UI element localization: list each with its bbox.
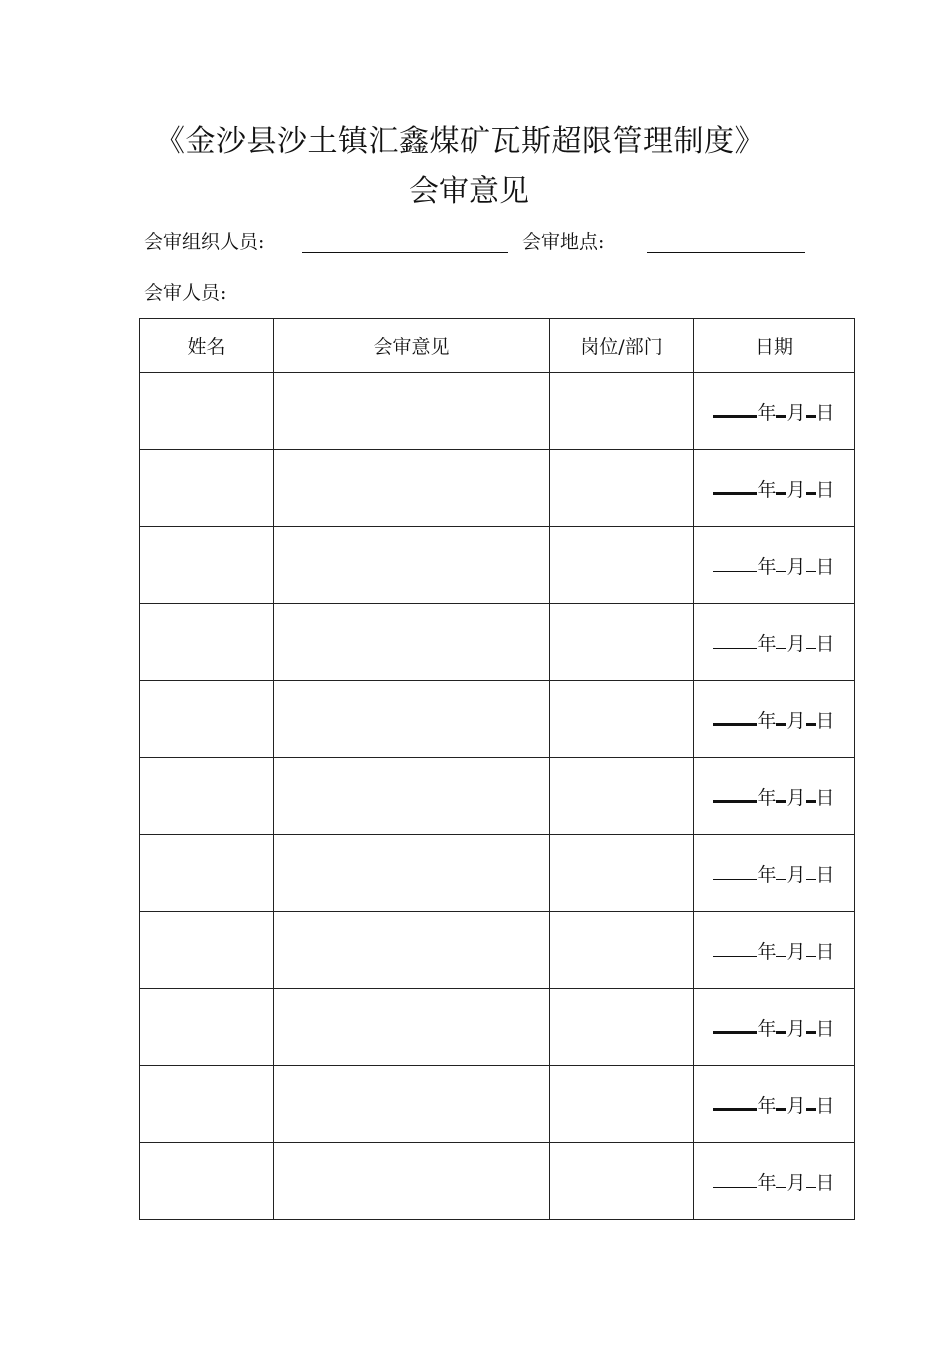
day-blank [806, 491, 816, 495]
year-label: 年 [757, 863, 777, 886]
dept-cell[interactable] [550, 681, 694, 758]
year-label: 年 [757, 709, 777, 732]
opinion-cell[interactable] [274, 681, 550, 758]
date-cell[interactable] [694, 450, 855, 527]
month-label: 月 [786, 709, 806, 732]
header-name: 姓名 [140, 319, 274, 373]
day-label: 日 [815, 709, 835, 732]
year-blank [713, 722, 757, 726]
opinion-cell[interactable] [274, 604, 550, 681]
year-label: 年 [757, 632, 777, 655]
name-cell[interactable] [140, 1066, 274, 1143]
day-label: 日 [815, 401, 835, 424]
day-blank [806, 414, 816, 418]
dept-cell[interactable] [550, 450, 694, 527]
table-row [140, 912, 855, 989]
year-label: 年 [757, 1017, 777, 1040]
year-label: 年 [757, 1171, 777, 1194]
month-blank [776, 414, 786, 418]
name-cell[interactable] [140, 604, 274, 681]
name-cell[interactable] [140, 450, 274, 527]
name-cell[interactable] [140, 1143, 274, 1220]
year-label: 年 [757, 786, 777, 809]
year-blank [713, 414, 757, 418]
name-cell[interactable] [140, 373, 274, 450]
date-cell[interactable] [694, 912, 855, 989]
month-blank [776, 878, 786, 880]
table-row [140, 604, 855, 681]
year-blank [713, 799, 757, 803]
date-cell[interactable] [694, 373, 855, 450]
table-row [140, 835, 855, 912]
dept-cell[interactable] [550, 835, 694, 912]
month-label: 月 [786, 555, 806, 578]
day-label: 日 [815, 1017, 835, 1040]
day-blank [806, 722, 816, 726]
date-cell[interactable] [694, 604, 855, 681]
table-row [140, 373, 855, 450]
month-blank [776, 1107, 786, 1111]
year-blank [713, 1107, 757, 1111]
year-label: 年 [757, 478, 777, 501]
month-label: 月 [786, 863, 806, 886]
year-label: 年 [757, 555, 777, 578]
name-cell[interactable] [140, 835, 274, 912]
opinion-cell[interactable] [274, 450, 550, 527]
year-blank [713, 491, 757, 495]
month-label: 月 [786, 786, 806, 809]
month-blank [776, 570, 786, 572]
day-blank [806, 1186, 816, 1188]
header-opinion: 会审意见 [274, 319, 550, 373]
month-blank [776, 1030, 786, 1034]
name-cell[interactable] [140, 527, 274, 604]
table-row [140, 450, 855, 527]
table-row [140, 1066, 855, 1143]
year-label: 年 [757, 401, 777, 424]
day-label: 日 [815, 555, 835, 578]
day-label: 日 [815, 940, 835, 963]
day-label: 日 [815, 786, 835, 809]
name-cell[interactable] [140, 681, 274, 758]
day-blank [806, 799, 816, 803]
month-blank [776, 1186, 786, 1188]
month-label: 月 [786, 1017, 806, 1040]
table-header-row [140, 319, 855, 373]
year-blank [713, 647, 757, 649]
year-blank [713, 1030, 757, 1034]
date-cell[interactable] [694, 527, 855, 604]
month-label: 月 [786, 478, 806, 501]
dept-cell[interactable] [550, 989, 694, 1066]
organizer-blank[interactable] [302, 252, 508, 253]
table-row [140, 989, 855, 1066]
month-blank [776, 491, 786, 495]
year-blank [713, 570, 757, 572]
opinion-cell[interactable] [274, 527, 550, 604]
organizer-label: 会审组织人员: [144, 231, 265, 253]
date-cell[interactable] [694, 681, 855, 758]
date-cell[interactable] [694, 1143, 855, 1220]
month-label: 月 [786, 1094, 806, 1117]
month-label: 月 [786, 940, 806, 963]
table-row [140, 681, 855, 758]
day-label: 日 [815, 863, 835, 886]
opinion-cell[interactable] [274, 835, 550, 912]
dept-cell[interactable] [550, 604, 694, 681]
date-cell[interactable] [694, 1066, 855, 1143]
date-cell[interactable] [694, 835, 855, 912]
day-label: 日 [815, 1094, 835, 1117]
month-blank [776, 955, 786, 957]
document-subtitle: 会审意见 [409, 174, 529, 209]
opinion-cell[interactable] [274, 758, 550, 835]
day-blank [806, 878, 816, 880]
day-label: 日 [815, 1171, 835, 1194]
day-label: 日 [815, 478, 835, 501]
dept-cell[interactable] [550, 1066, 694, 1143]
name-cell[interactable] [140, 989, 274, 1066]
month-blank [776, 647, 786, 649]
month-blank [776, 722, 786, 726]
month-blank [776, 799, 786, 803]
review-table [139, 318, 855, 1220]
location-blank[interactable] [647, 252, 805, 253]
name-cell[interactable] [140, 758, 274, 835]
month-label: 月 [786, 632, 806, 655]
month-label: 月 [786, 1171, 806, 1194]
table-row [140, 758, 855, 835]
table-row [140, 1143, 855, 1220]
document-title: 《金沙县沙土镇汇鑫煤矿瓦斯超限管理制度》 [155, 124, 765, 159]
month-label: 月 [786, 401, 806, 424]
year-label: 年 [757, 940, 777, 963]
opinion-cell[interactable] [274, 373, 550, 450]
dept-cell[interactable] [550, 758, 694, 835]
day-blank [806, 1107, 816, 1111]
opinion-cell[interactable] [274, 912, 550, 989]
date-cell[interactable] [694, 758, 855, 835]
dept-cell[interactable] [550, 1143, 694, 1220]
header-dept: 岗位/部门 [550, 319, 694, 373]
year-blank [713, 1186, 757, 1188]
day-blank [806, 1030, 816, 1034]
day-blank [806, 647, 816, 649]
name-cell[interactable] [140, 912, 274, 989]
header-date: 日期 [694, 319, 855, 373]
dept-cell[interactable] [550, 527, 694, 604]
location-label: 会审地点: [522, 231, 605, 253]
opinion-cell[interactable] [274, 989, 550, 1066]
opinion-cell[interactable] [274, 1066, 550, 1143]
year-blank [713, 955, 757, 957]
year-label: 年 [757, 1094, 777, 1117]
day-blank [806, 570, 816, 572]
year-blank [713, 878, 757, 880]
table-row [140, 527, 855, 604]
date-cell[interactable] [694, 989, 855, 1066]
dept-cell[interactable] [550, 912, 694, 989]
members-label: 会审人员: [144, 282, 227, 304]
day-blank [806, 955, 816, 957]
dept-cell[interactable] [550, 373, 694, 450]
day-label: 日 [815, 632, 835, 655]
opinion-cell[interactable] [274, 1143, 550, 1220]
